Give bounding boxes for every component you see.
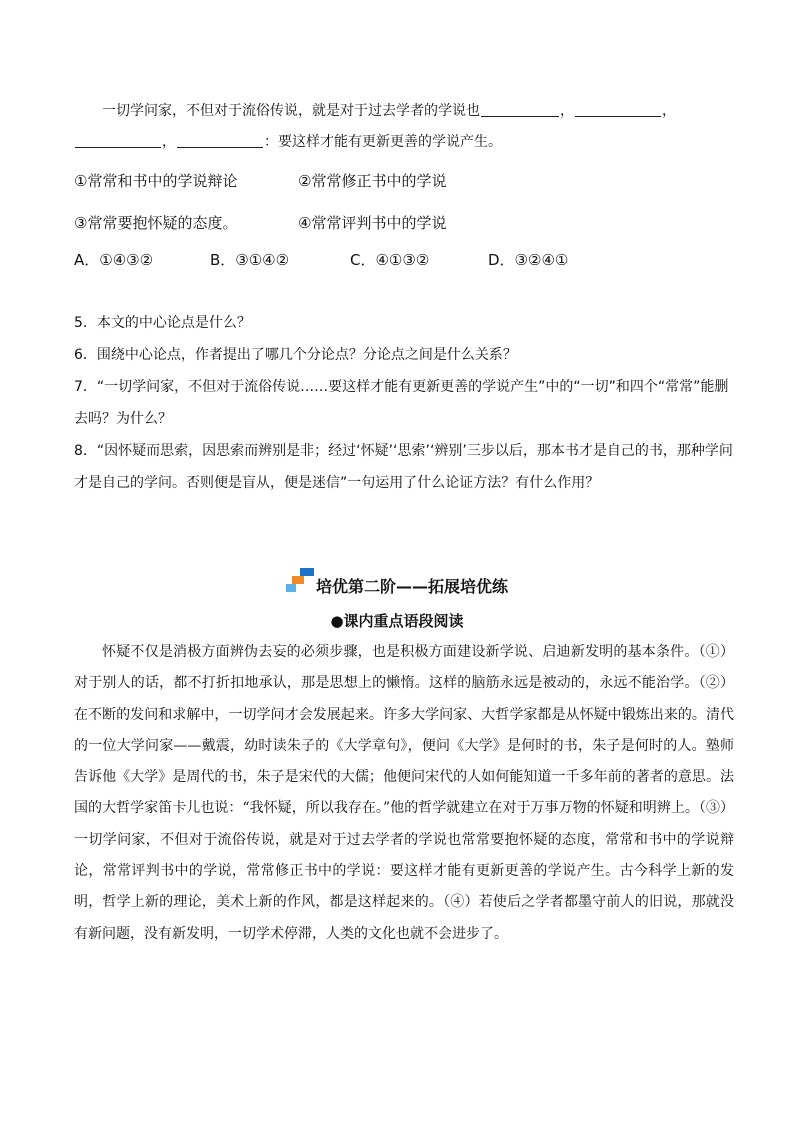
answer-blank-1[interactable]	[481, 100, 559, 117]
section-logo-icon	[286, 568, 316, 594]
answer-options	[74, 249, 568, 270]
choice-row-1	[74, 170, 446, 191]
separator: ，	[560, 103, 574, 119]
answer-blank-4[interactable]	[177, 131, 263, 148]
reading-passage	[74, 637, 734, 950]
section-title: 培优第二阶——拓展培优练	[315, 577, 508, 596]
blank-question	[74, 96, 734, 158]
answer-option-d[interactable]: D．③②④①	[488, 251, 569, 269]
answer-option-a[interactable]: A．①④③②	[74, 251, 154, 269]
blank-question-part2: ：要这样才能有更新更善的学说产生。	[264, 134, 502, 150]
question-6: 6．围绕中心论点，作者提出了哪几个分论点？分论点之间是什么关系？	[74, 347, 517, 363]
answer-option-b[interactable]: B．③①④②	[210, 251, 290, 269]
section-heading	[0, 574, 794, 597]
blank-question-part1: 一切学问家，不但对于流俗传说，就是对于过去学者的学说也	[102, 103, 480, 119]
question-8: 8．“因怀疑而思索，因思索而辨别是非；经过‘怀疑’‘思索’‘辨别’三步以后，那本书才是自己的书，那种学问才是自己的学问。否则便是盲从，便是迷信”一句运用了什么论证方法？有什么作用？	[74, 443, 733, 491]
choice-3: ③常常要抱怀疑的态度。	[74, 214, 238, 232]
section-subtitle: ●课内重点语段阅读	[330, 612, 464, 630]
question-list	[74, 307, 734, 499]
choice-1: ①常常和书中的学说辩论	[74, 172, 238, 190]
answer-blank-2[interactable]	[575, 100, 661, 117]
passage-text: 怀疑不仅是消极方面辨伪去妄的必须步骤，也是积极方面建设新学说、启迪新发明的基本条件。（①）对于别人的话，都不打折扣地承认，那是思想上的懒惰。这样的脑筋永远是被动的，永远不能治学。（②）在不断的发问和求解中，一切学问才会发展起来。许多大学问家、大哲学家都是从怀疑中锻炼出来的。清代的一位大学问家——戴震，幼时读朱子的《大学章句》，便问《大学》是何时的书，朱子是何时的人。塾师告诉他《大学》是周代的书，朱子是宋代的大儒；他便问宋代的人如何能知道一千多年前的著者的意思。法国的大哲学家笛卡儿也说：“我怀疑，所以我存在。”他的哲学就建立在对于万事万物的怀疑和明辨上。（③）一切学问家，不但对于流俗传说，就是对于过去学者的学说也常常要抱怀疑的态度，常常和书中的学说辩论，常常评判书中的学说，常常修正书中的学说：要这样才能有更新更善的学说产生。古今科学上新的发明，哲学上新的理论，美术上新的作风，都是这样起来的。（④）若使后之学者都墨守前人的旧说，那就没有新问题，没有新发明，一切学术停滞，人类的文化也就不会进步了。	[74, 644, 734, 942]
question-7: 7．“一切学问家，不但对于流俗传说……要这样才能有更新更善的学说产生”中的“一切”和四个“常常”能删去吗？为什么？	[74, 379, 729, 427]
choice-row-2	[74, 212, 446, 233]
choice-4: ④常常评判书中的学说	[298, 214, 447, 232]
separator: ，	[662, 103, 676, 119]
question-5: 5．本文的中心论点是什么？	[74, 315, 251, 331]
answer-option-c[interactable]: C．④①③②	[350, 251, 430, 269]
choice-2: ②常常修正书中的学说	[298, 172, 447, 190]
answer-blank-3[interactable]	[75, 131, 161, 148]
separator: ，	[162, 134, 176, 150]
